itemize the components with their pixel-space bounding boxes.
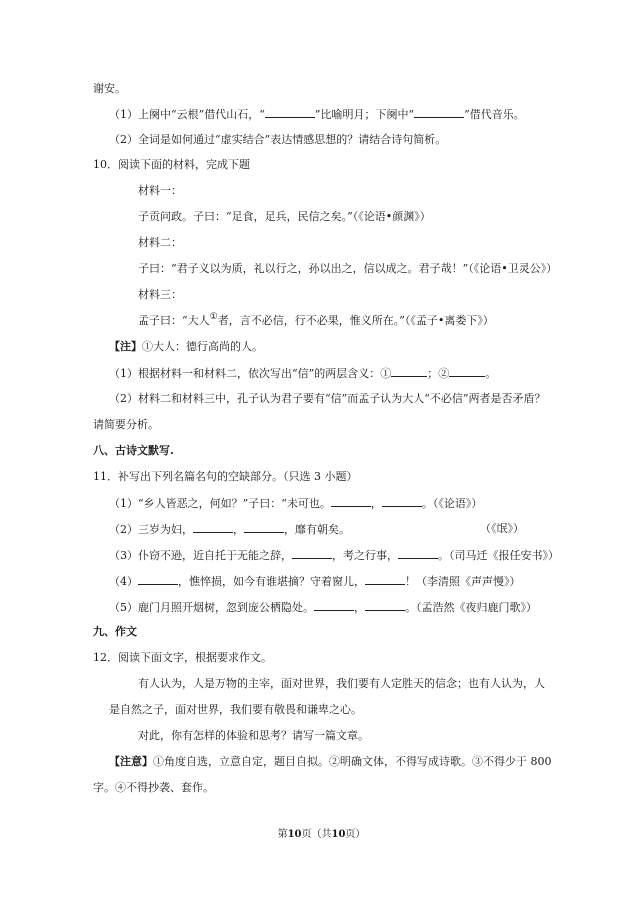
q10-sub1-text-b: ；② xyxy=(427,367,450,380)
q9-sub1 xyxy=(109,106,525,123)
q11-item1-sep: ， xyxy=(370,497,382,510)
q10-sub1 xyxy=(109,365,496,382)
answer-blank[interactable] xyxy=(314,599,354,611)
q11-item5-source: 。（孟浩然《夜归鹿门歌》） xyxy=(405,601,537,614)
page-number: 10 xyxy=(287,829,302,840)
q11-title: 11．补写出下列名篇名句的空缺部分。（只选 3 小题） xyxy=(93,470,358,483)
q12-title: 12．阅读下面文字，根据要求作文。 xyxy=(93,651,272,664)
q10-title: 10．阅读下面的材料，完成下题 xyxy=(93,158,250,171)
q10-sub2-line2: 请简要分析。 xyxy=(93,418,159,431)
q12-prompt-line1: 有人认为，人是万物的主宰，面对世界，我们要有人定胜天的信念；也有人认为，人 xyxy=(138,677,545,690)
q11-item3-text-a: （3）仆窃不逊，近自托于无能之辞， xyxy=(109,549,292,562)
q10-sub2-line1: （2）材料二和材料三中，孔子认为君子要有“信”而孟子认为大人“不必信”两者是否矛盾？ xyxy=(109,392,546,405)
answer-blank[interactable] xyxy=(382,495,422,507)
answer-blank[interactable] xyxy=(398,547,438,559)
answer-blank[interactable] xyxy=(365,599,405,611)
footer-suffix: 页） xyxy=(345,829,366,840)
q11-item1 xyxy=(109,495,482,512)
section8-heading: 八、古诗文默写. xyxy=(93,444,174,457)
q12-notice-line1 xyxy=(109,754,552,770)
q10-material3-label: 材料三： xyxy=(138,288,182,301)
q10-material3-text-a: 孟子曰：“大人 xyxy=(138,314,210,327)
page-total: 10 xyxy=(331,829,346,840)
q11-item1-source: 。（《论语》） xyxy=(421,497,483,510)
q10-material1-text: 子贡问政。子曰：“足食，足兵，民信之矣。”（《论语•颜渊》） xyxy=(138,210,431,223)
footnote-marker: ① xyxy=(209,312,218,322)
q9-sub1-text-b: ”比喻明月；下阕中“ xyxy=(314,108,415,121)
answer-blank[interactable] xyxy=(292,547,332,559)
q11-item5-sep: ， xyxy=(354,601,365,614)
q9-sub1-text-a: （1）上阕中“云根”借代山石，“ xyxy=(109,108,265,121)
q11-item2-sep: ， xyxy=(233,523,244,536)
answer-blank[interactable] xyxy=(244,521,284,533)
answer-blank[interactable] xyxy=(414,106,464,118)
q10-material3-text-b: 者，言不必信，行不必果，惟义所在。”（《孟子•离娄下》） xyxy=(217,314,494,327)
q10-sub1-text-a: （1）根据材料一和材料二，依次写出“信”的两层含义：① xyxy=(109,367,392,380)
q11-item4 xyxy=(109,573,521,590)
footer-prefix: 第 xyxy=(277,829,288,840)
q11-item5 xyxy=(109,599,537,616)
q12-prompt-line2: 是自然之子，面对世界，我们要有敬畏和谦卑之心。 xyxy=(109,703,362,716)
answer-blank[interactable] xyxy=(265,106,315,118)
q11-item3-text-b: ，考之行事， xyxy=(332,549,398,562)
q12-notice-line2: 字。④不得抄袭、套作。 xyxy=(93,781,214,794)
answer-blank[interactable] xyxy=(331,495,371,507)
q11-item3 xyxy=(109,547,559,564)
q10-material2-text: 子曰：“君子义以为质，礼以行之，孙以出之，信以成之。君子哉！”（《论语•卫灵公》） xyxy=(138,262,558,275)
q9-sub2: （2）全词是如何通过“虚实结合”表达情感思想的？请结合诗句简析。 xyxy=(109,133,447,146)
q10-material3-text xyxy=(138,313,494,329)
page-footer xyxy=(0,828,643,842)
q11-item1-text: （1）“乡人皆恶之，何如？”子曰：“未可也。 xyxy=(109,497,331,510)
note-body: ①大人：德行高尚的人。 xyxy=(142,340,263,353)
answer-blank[interactable] xyxy=(365,573,405,585)
q11-item5-text: （5）鹿门月照开烟树，忽到庞公栖隐处。 xyxy=(109,601,314,614)
notice-body: ①角度自选，立意自定，题目自拟。②明确文体，不得写成诗歌。③不得少于 800 xyxy=(153,755,552,768)
section9-heading: 九、作文 xyxy=(93,625,137,638)
answer-blank[interactable] xyxy=(449,365,485,377)
q11-item4-source: ！（李清照《声声慢》） xyxy=(405,575,521,588)
notice-label: 【注意】 xyxy=(109,755,153,768)
q9-intro-end: 谢安。 xyxy=(93,82,126,95)
answer-blank[interactable] xyxy=(138,573,178,585)
q11-item2-text-a: （2）三岁为妇， xyxy=(109,523,193,536)
answer-blank[interactable] xyxy=(193,521,233,533)
q11-item2-text-b: ，靡有朝矣。 xyxy=(284,523,350,536)
answer-blank[interactable] xyxy=(391,365,427,377)
q11-item4-text: ，憔悴损，如今有谁堪摘？守着窗儿， xyxy=(178,575,365,588)
q11-item3-source: 。（司马迁《报任安书》） xyxy=(438,549,559,562)
footer-middle: 页（共 xyxy=(301,829,332,840)
q11-item4-number: （4） xyxy=(109,575,138,588)
q10-material1-label: 材料一： xyxy=(138,184,182,197)
q9-sub1-text-c: ”借代音乐。 xyxy=(464,108,525,121)
q10-material2-label: 材料二： xyxy=(138,236,182,249)
q10-sub1-text-c: 。 xyxy=(485,367,497,380)
q10-note xyxy=(109,339,263,355)
q12-prompt-line3: 对此，你有怎样的体验和思考？请写一篇文章。 xyxy=(138,729,369,742)
q11-item2-source: （《氓》） xyxy=(480,522,524,535)
q11-item2 xyxy=(109,521,350,538)
note-label: 【注】 xyxy=(109,340,142,353)
